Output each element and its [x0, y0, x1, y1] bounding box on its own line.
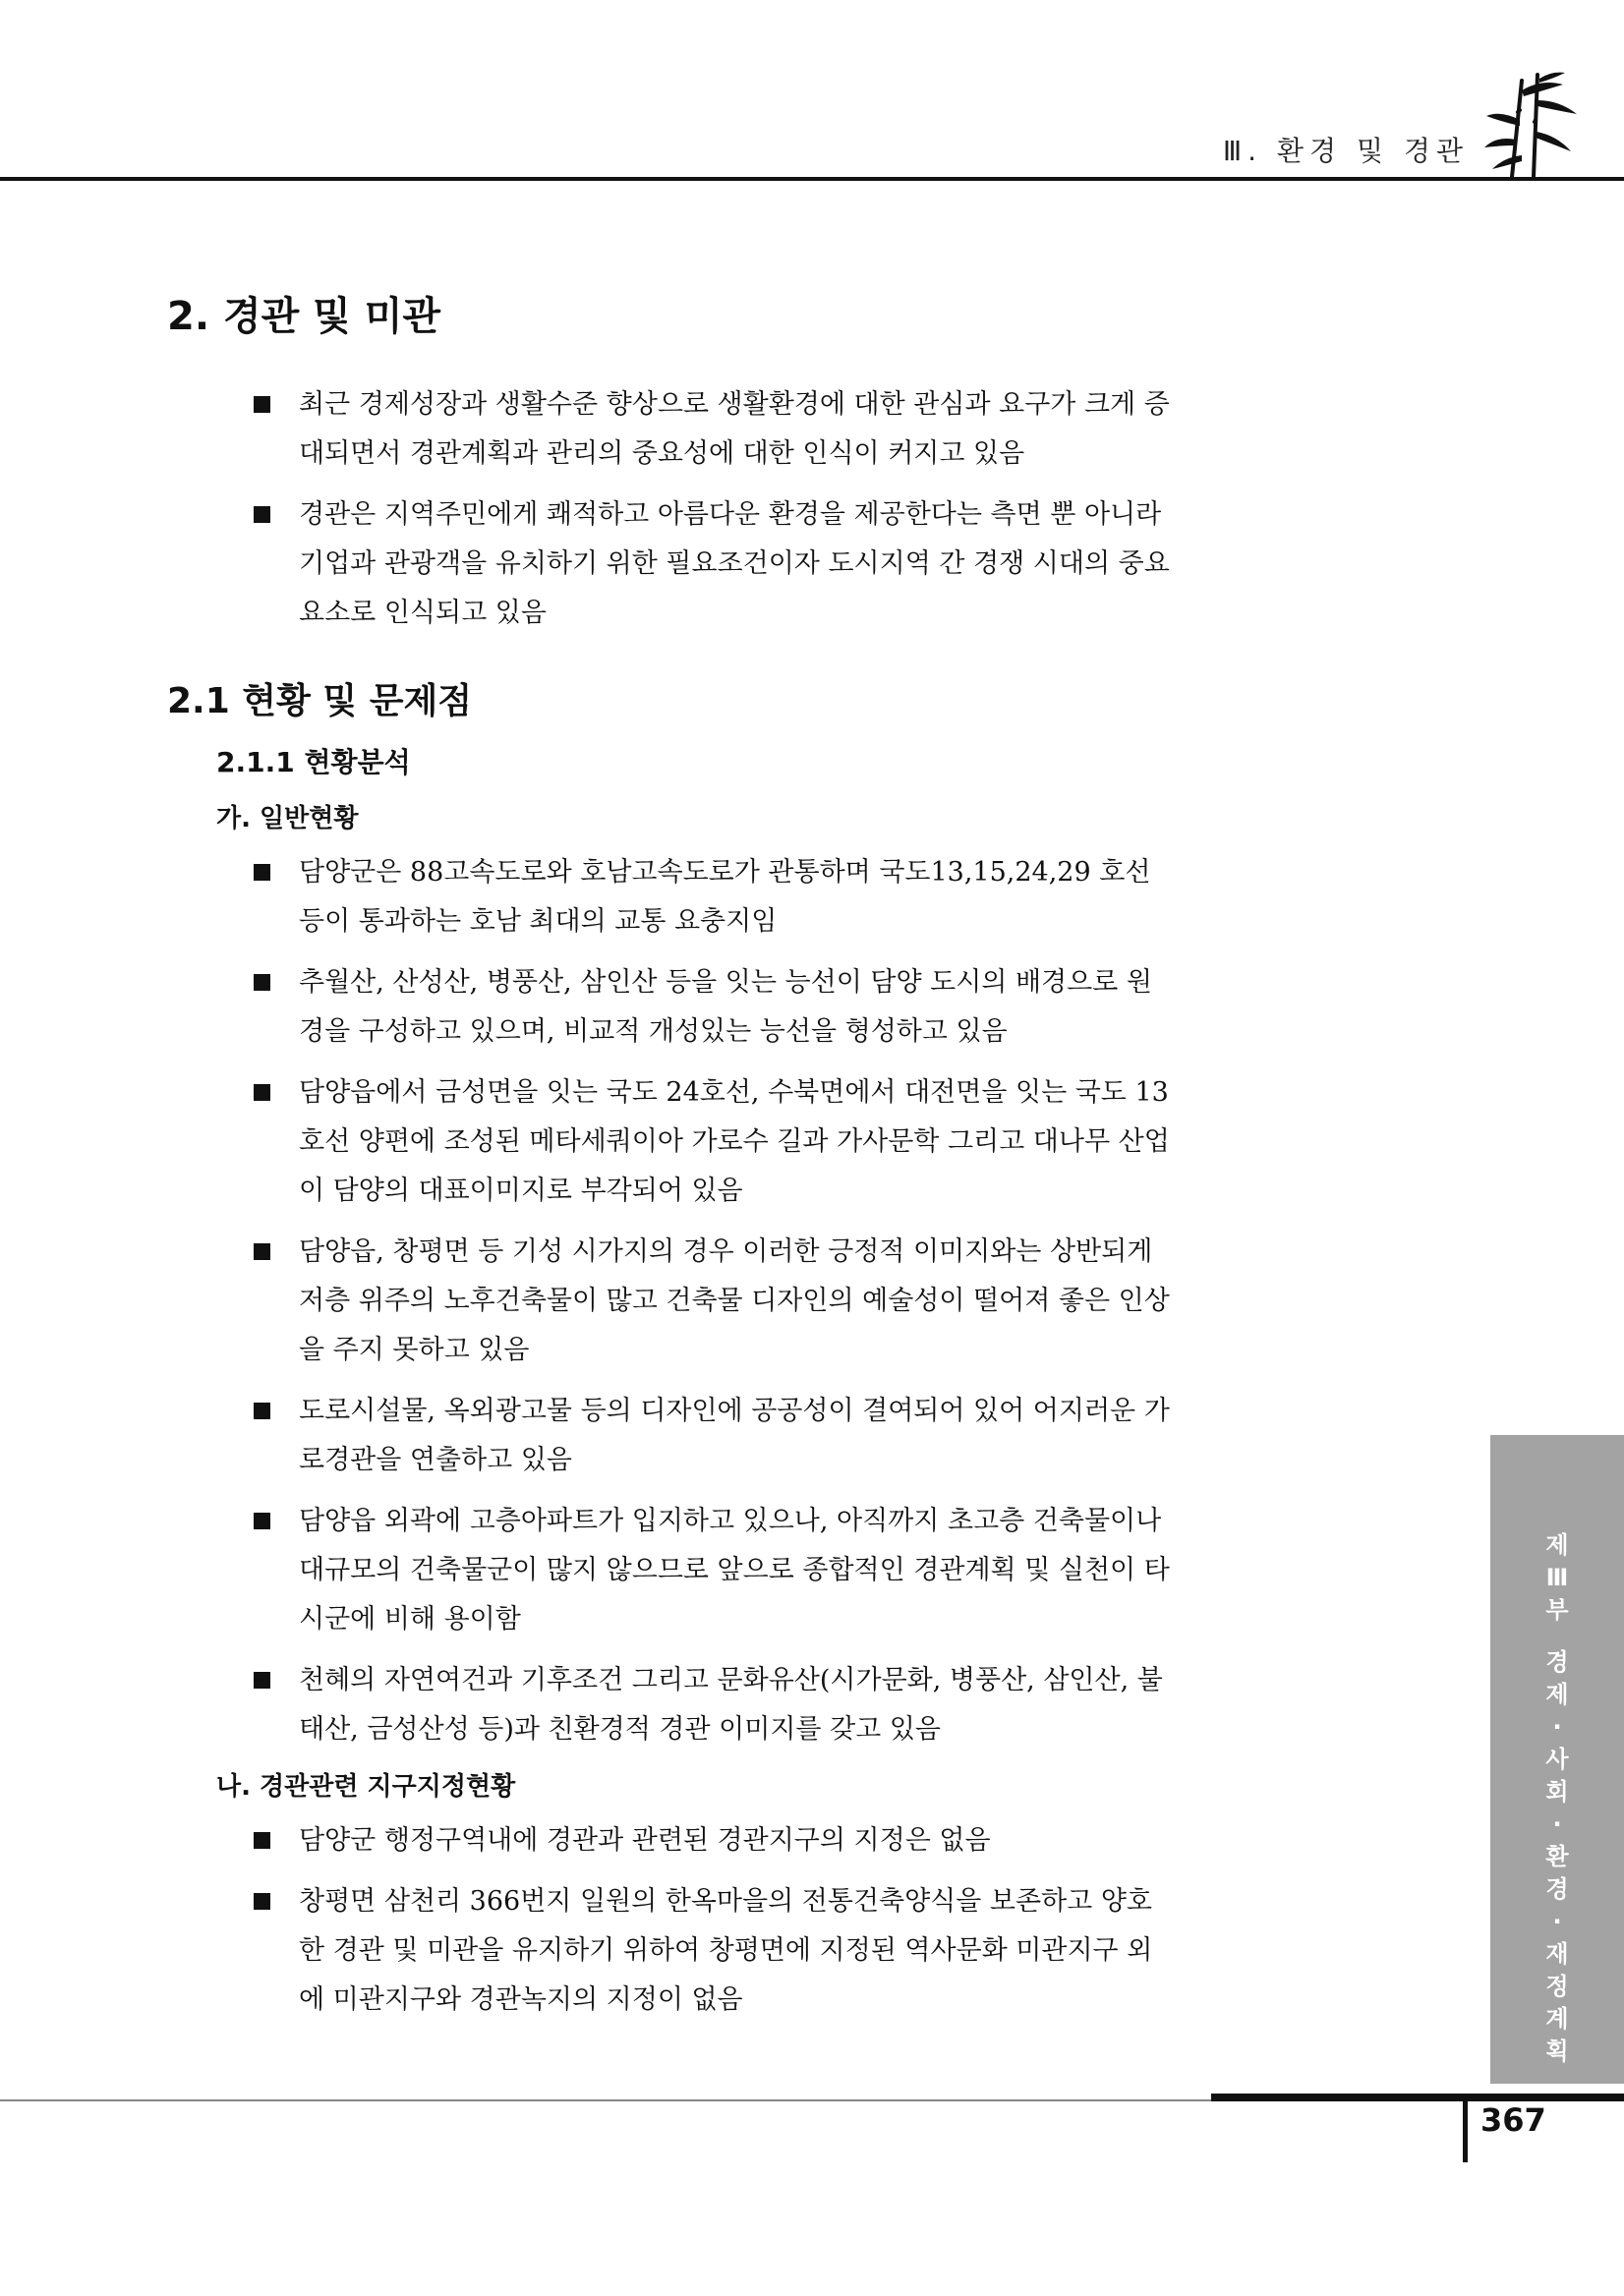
bamboo-icon: [1482, 71, 1581, 179]
footer-rule-thick: [1211, 2094, 1624, 2101]
side-tab-char: 경: [1545, 1648, 1569, 1676]
page-number: 367: [1480, 2101, 1546, 2139]
side-tab-char: 제: [1545, 1681, 1569, 1708]
item-na-title: 나. 경관관련 지구지정현황: [216, 1772, 516, 1802]
side-tab-char: 제: [1545, 1531, 1569, 1559]
list-item: 담양읍에서 금성면을 잇는 국도 24호선, 수북면에서 대전면을 잇는 국도 13호선 양편에 조성된 메타세쿼이아 가로수 길과 가사문학 그리고 대나무 산업이 담양의 대표이미지로 부각되어 있음: [254, 1068, 1170, 1216]
list-item: 담양군 행정구역내에 경관과 관련된 경관지구의 지정은 없음: [254, 1816, 1170, 1866]
side-tab-char: 사: [1545, 1746, 1569, 1773]
side-tab-char: ·: [1552, 1810, 1562, 1838]
general-status-list: [254, 848, 1170, 1754]
side-tab-char: 경: [1545, 1875, 1569, 1903]
list-item: 담양군은 88고속도로와 호남고속도로가 관통하며 국도13,15,24,29 호선 등이 통과하는 호남 최대의 교통 요충지임: [254, 848, 1170, 947]
side-tab-char: Ⅲ: [1545, 1564, 1569, 1591]
side-tab-char: 정: [1545, 1973, 1569, 2000]
page-number-bar: [1463, 2101, 1468, 2162]
list-item: 담양읍, 창평면 등 기성 시가지의 경우 이러한 긍정적 이미지와는 상반되게 저층 위주의 노후건축물이 많고 건축물 디자인의 예술성이 떨어져 좋은 인상을 주지 못하고 있음: [254, 1228, 1170, 1375]
part-side-tab: [1490, 1435, 1624, 2084]
list-item: 담양읍 외곽에 고층아파트가 입지하고 있으나, 아직까지 초고층 건축물이나 대규모의 건축물군이 많지 않으므로 앞으로 종합적인 경관계획 및 실천이 타 시군에 비해 용이함: [254, 1497, 1170, 1644]
main-content: [167, 285, 1170, 2037]
header-rule: [0, 177, 1624, 181]
list-item: 경관은 지역주민에게 쾌적하고 아름다운 환경을 제공한다는 측면 뿐 아니라 기업과 관광객을 유치하기 위한 필요조건이자 도시지역 간 경쟁 시대의 중요 요소로 인식되고 있음: [254, 490, 1170, 638]
side-tab-char: 획: [1545, 2038, 1569, 2065]
side-tab-char: 환: [1545, 1843, 1569, 1870]
item-ga-title: 가. 일반현황: [216, 804, 359, 833]
subsubsection-title: 2.1.1 현황분석: [216, 746, 411, 778]
list-item: 천혜의 자연여건과 기후조건 그리고 문화유산(시가문화, 병풍산, 삼인산, 불태산, 금성산성 등)과 친환경적 경관 이미지를 갖고 있음: [254, 1656, 1170, 1754]
side-tab-char: 계: [1545, 2005, 1569, 2033]
footer-rule: [0, 2099, 1211, 2101]
list-item: 도로시설물, 옥외광고물 등의 디자인에 공공성이 결여되어 있어 어지러운 가로경관을 연출하고 있음: [254, 1387, 1170, 1485]
side-tab-char: 부: [1545, 1596, 1569, 1624]
section-title: 2. 경관 및 미관: [167, 294, 441, 339]
subsection-title: 2.1 현황 및 문제점: [167, 681, 473, 721]
list-item: 최근 경제성장과 생활수준 향상으로 생활환경에 대한 관심과 요구가 크게 증대되면서 경관계획과 관리의 중요성에 대한 인식이 커지고 있음: [254, 380, 1170, 479]
side-tab-char: 재: [1545, 1940, 1569, 1968]
intro-bullet-list: [254, 380, 1170, 638]
side-tab-char: ·: [1552, 1908, 1562, 1935]
list-item: 창평면 삼천리 366번지 일원의 한옥마을의 전통건축양식을 보존하고 양호한 경관 및 미관을 유지하기 위하여 창평면에 지정된 역사문화 미관지구 외에 미관지구와 경관녹지의 지정이 없음: [254, 1877, 1170, 2025]
district-designation-list: [254, 1816, 1170, 2025]
chapter-header: Ⅲ. 환경 및 경관: [1222, 135, 1469, 167]
side-tab-char: ·: [1552, 1713, 1562, 1741]
list-item: 추월산, 산성산, 병풍산, 삼인산 등을 잇는 능선이 담양 도시의 배경으로 원경을 구성하고 있으며, 비교적 개성있는 능선을 형성하고 있음: [254, 958, 1170, 1057]
side-tab-char: 회: [1545, 1778, 1569, 1806]
